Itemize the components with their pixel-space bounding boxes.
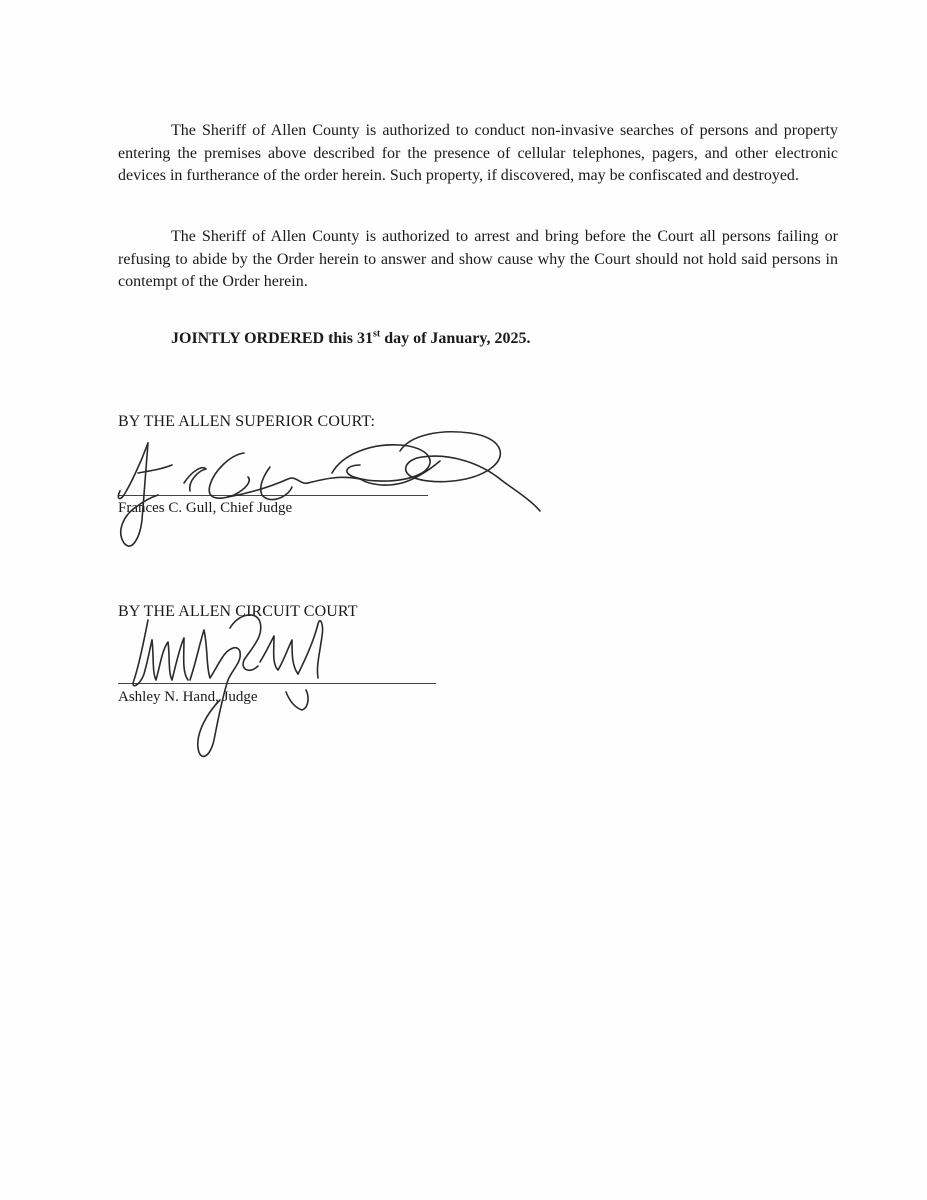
order-suffix: day of January, 2025. bbox=[380, 330, 531, 347]
order-date-line bbox=[171, 330, 530, 348]
superior-court-heading: BY THE ALLEN SUPERIOR COURT: bbox=[118, 413, 376, 430]
circuit-signer-name: Ashley N. Hand, Judge bbox=[118, 689, 258, 705]
paragraph-arrest-authorization: The Sheriff of Allen County is authorized to arrest and bring before the Court all persons failing or refusing to abide by the Order herein to answer and show cause why the Court should not hold said persons in contempt of the Order herein. bbox=[118, 228, 838, 290]
superior-judge-signature bbox=[110, 425, 550, 560]
superior-signer-name: Frances C. Gull, Chief Judge bbox=[118, 500, 293, 516]
paragraph-search-authorization: The Sheriff of Allen County is authorized to conduct non-invasive searches of persons and property entering the premises above described for the presence of cellular telephones, pagers, and other electronic devices in furtherance of the order herein. Such property, if discovered, may be confiscated and destroyed. bbox=[118, 122, 838, 184]
circuit-judge-signature bbox=[110, 600, 340, 770]
order-prefix: JOINTLY ORDERED this 31 bbox=[171, 330, 373, 347]
circuit-court-heading: BY THE ALLEN CIRCUIT COURT bbox=[118, 603, 358, 620]
order-ordinal-suffix: st bbox=[372, 328, 381, 340]
